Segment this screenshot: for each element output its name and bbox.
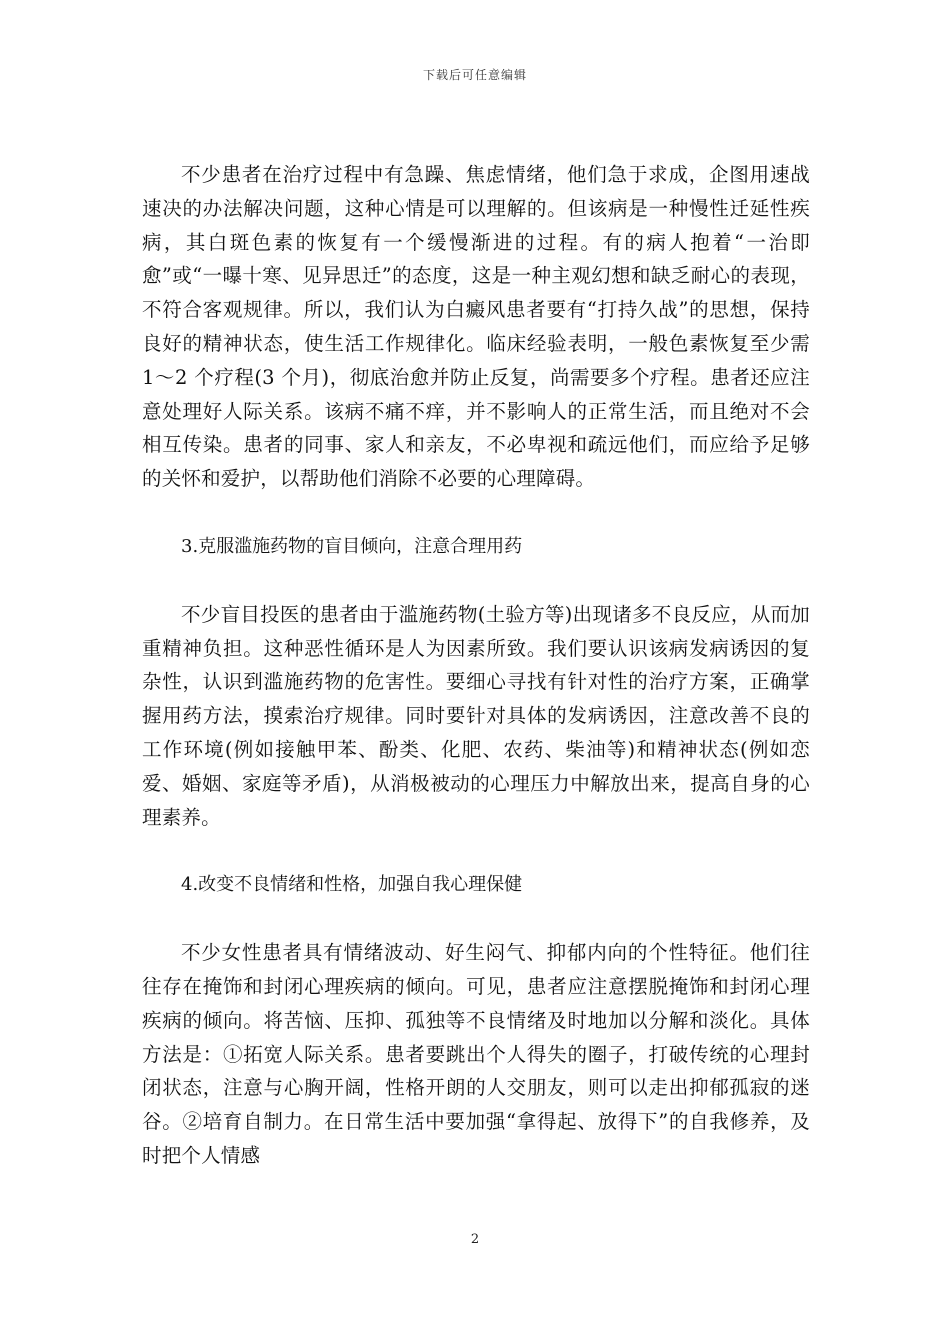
paragraph-psychological-patience: 不少患者在治疗过程中有急躁、焦虑情绪，他们急于求成，企图用速战速决的办法解决问题，这种心情是可以理解的。但该病是一种慢性迁延性疾病，其白斑色素的恢复有一个缓慢渐进的过程。有的病人抱着“一治即愈”或“一曝十寒、见异思迁”的态度，这是一种主观幻想和缺乏耐心的表现，不符合客观规律。所以，我们认为白癜风患者要有“打持久战”的思想，保持良好的精神状态，使生活工作规律化。临床经验表明，一般色素恢复至少需 1～2 个疗程(3 个月)，彻底治愈并防止反复，尚需要多个疗程。患者还应注意处理好人际关系。该病不痛不痒，并不影响人的正常生活，而且绝对不会相互传染。患者的同事、家人和亲友，不必卑视和疏远他们，而应给予足够的关怀和爱护，以帮助他们消除不必要的心理障碍。: [142, 163, 810, 491]
page-header: 下载后可任意编辑: [422, 68, 527, 82]
paragraph-rational-medication: 不少盲目投医的患者由于滥施药物(土验方等)出现诸多不良反应，从而加重精神负担。这种恶性循环是人为因素所致。我们要认识该病发病诱因的复杂性，认识到滥施药物的危害性。要细心寻找有针对性的治疗方案，正确掌握用药方法，摸索治疗规律。同时要针对具体的发病诱因，注意改善不良的工作环境(例如接触甲苯、酚类、化肥、农药、柴油等)和精神状态(例如恋爱、婚姻、家庭等矛盾)，从消极被动的心理压力中解放出来，提高自身的心理素养。: [142, 602, 810, 829]
section-heading-3: 3.克服滥施药物的盲目倾向，注意合理用药: [181, 535, 523, 557]
document-body: [142, 158, 810, 1207]
paragraph-emotion-and-character: 不少女性患者具有情绪波动、好生闷气、抑郁内向的个性特征。他们往往存在掩饰和封闭心理疾病的倾向。可见，患者应注意摆脱掩饰和封闭心理疾病的倾向。将苦恼、压抑、孤独等不良情绪及时地加以分解和淡化。具体方法是：①拓宽人际关系。患者要跳出个人得失的圈子，打破传统的心理封闭状态，注意与心胸开阔，性格开朗的人交朋友，则可以走出抑郁孤寂的迷谷。②培育自制力。在日常生活中要加强“拿得起、放得下”的自我修养，及时把个人情感: [142, 941, 810, 1167]
page-number: 2: [470, 1232, 480, 1247]
section-heading-4: 4.改变不良情绪和性格，加强自我心理保健: [181, 874, 523, 896]
